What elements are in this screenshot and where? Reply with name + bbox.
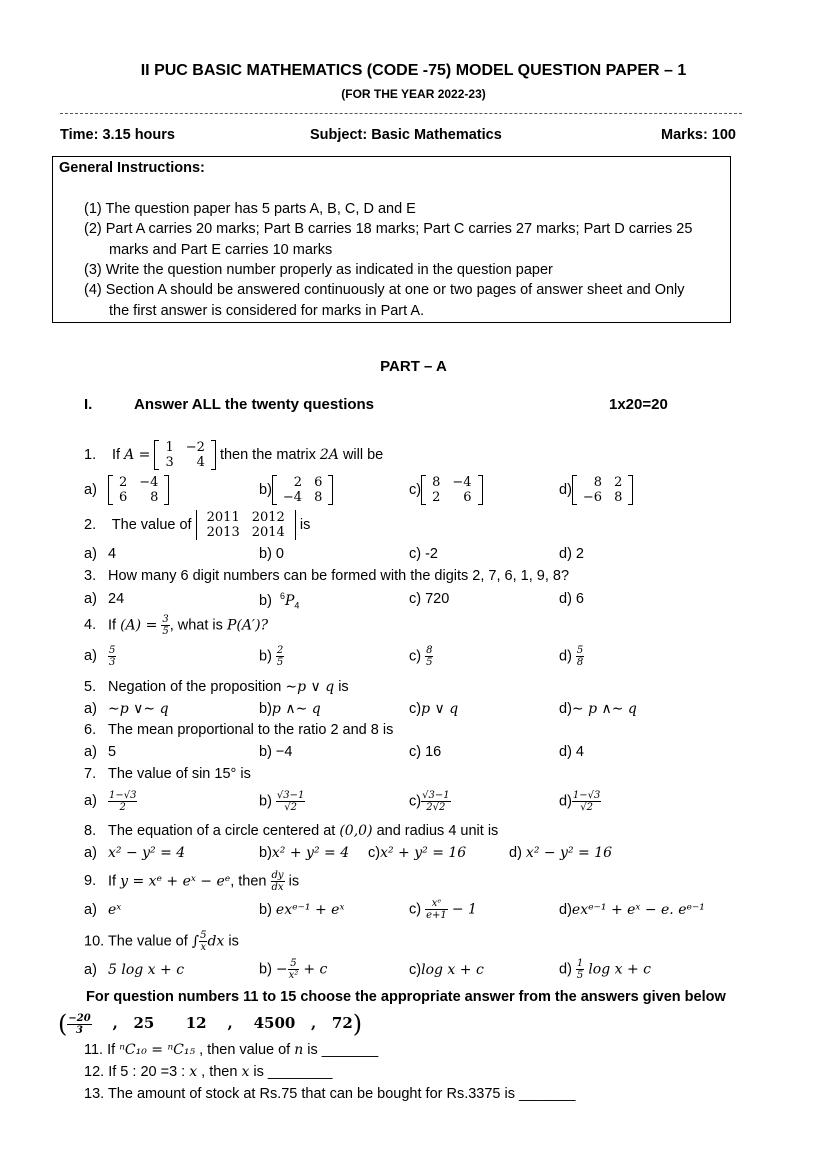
option-a: a) 5 [84, 744, 117, 760]
option-c: c) 720 [409, 591, 450, 607]
option-d: d) $\frac{5}{8}$ [559, 645, 584, 668]
instruction-item [84, 201, 416, 217]
instruction-cont: marks and Part E carries 10 marks [109, 242, 333, 258]
option-d: d) $\frac{1-√3}{√2}$ [559, 790, 601, 813]
instruction-num: (2) [84, 221, 102, 237]
option-b: b) 0 [259, 546, 284, 562]
option-a: a) $\frac{5}{3}$ [84, 645, 116, 668]
option-b: b) $^6P_4$ [259, 591, 300, 611]
question-3: 3. How many 6 digit numbers can be formed with the digits 2, 7, 6, 1, 9, 8? [84, 568, 570, 584]
option-c: c) -2 [409, 546, 438, 562]
answer-choices: ( $\frac{-20}{3}$ , 25 12 , 4500 , 72) [58, 1010, 363, 1038]
question-8: 8. The equation of a circle centered at (0,0) and radius 4 unit is [84, 823, 499, 839]
option-b: b)p ∧∼ q [259, 701, 321, 717]
instruction-num: (4) [84, 282, 102, 298]
question-2 [84, 510, 310, 540]
option-a: a) ∼p ∨∼ q [84, 701, 169, 717]
question-9: 9. If y = xᵉ + eˣ − eᵉ, then $\frac{dy}{dx}$ is [84, 870, 300, 893]
time-label: Time: 3.15 hours [60, 127, 175, 143]
subject-label: Subject: Basic Mathematics [310, 127, 502, 143]
instructions-heading: General Instructions: [59, 160, 205, 176]
option-a: a) x² − y² = 4 [84, 845, 186, 861]
question-6: 6. The mean proportional to the ratio 2 and 8 is [84, 722, 394, 738]
option-a: a) $\frac{1-√3}{2}$ [84, 790, 137, 813]
option-b: b) $\frac{2}{5}$ [259, 645, 284, 668]
section-number: I. [84, 396, 93, 413]
option-c: c) $\frac{8}{5}$ [409, 645, 433, 668]
instruction-item [84, 262, 553, 278]
math-expr: A = [124, 446, 151, 463]
question-text: is [299, 516, 311, 533]
option-c: c)x² + y² = 16 [368, 845, 467, 861]
header-divider [60, 113, 742, 114]
question-7: 7. The value of sin 15° is [84, 766, 251, 782]
question-text: If [112, 446, 121, 463]
question-13: 13. The amount of stock at Rs.75 that can be bought for Rs.3375 is _______ [84, 1086, 576, 1102]
paper-subtitle: (FOR THE YEAR 2022-23) [341, 87, 486, 101]
instruction-cont: the first answer is considered for marks in Part A. [109, 303, 425, 319]
option-c: c) $\frac{\text{xᵉ}}{e+1}$ − 1 [409, 898, 477, 921]
option-d: d) $\frac{1}{5}$ log x + c [559, 958, 652, 981]
marks-label: Marks: 100 [661, 127, 736, 143]
option-c: c)p ∨ q [409, 701, 459, 717]
determinant: 2011 2012 2013 2014 [196, 510, 296, 540]
option-b: b) −4 [259, 744, 293, 760]
instruction-text: Part A carries 20 marks; Part B carries 18 marks; Part C carries 27 marks; Part D carries 25 [105, 221, 693, 237]
option-d: d) 4 [559, 744, 584, 760]
option-a: a) 4 [84, 546, 117, 562]
math-expr: 2A [319, 446, 339, 463]
option-d: d) 2 [559, 546, 584, 562]
option-a: a) eˣ [84, 902, 122, 918]
option-c: c) $\frac{√3-1}{2√2}$ [409, 790, 450, 813]
question-5: 5. Negation of the proposition ∼p ∨ q is [84, 679, 349, 695]
question-text: will be [342, 446, 384, 463]
option-a: a) 5 log x + c [84, 962, 185, 978]
question-1 [84, 440, 383, 470]
option-d: d) 6 [559, 591, 584, 607]
instruction-num: (1) [84, 201, 102, 217]
instruction-item [84, 282, 685, 298]
option-d: d)∼ p ∧∼ q [559, 701, 637, 717]
option-b: b)x² + y² = 4 [259, 845, 350, 861]
instruction-text: Section A should be answered continuously at one or two pages of answer sheet and Only [105, 282, 685, 298]
section-title: Answer ALL the twenty questions [134, 396, 375, 413]
question-12: 12. If 5 : 20 =3 : x , then x is ________ [84, 1064, 333, 1080]
section-marks: 1x20=20 [609, 396, 668, 413]
matrix-A: 1 −2 3 4 [154, 440, 215, 470]
question-text: then the matrix [219, 446, 316, 463]
option-b: b) 2 6 −4 8 [259, 475, 333, 505]
question-10: 10. The value of ∫ $\frac{5}{x}$ dx is [84, 930, 239, 953]
option-d: d) x² − y² = 16 [509, 845, 613, 861]
option-b: b) − $\frac{5}{\text{x²}}$ + c [259, 958, 328, 981]
option-d: d)exᵉ⁻¹ + eˣ − e. eᵉ⁻¹ [559, 902, 705, 918]
question-11: 11. If ⁿC₁₀ = ⁿC₁₅ , then value of n is _______ [84, 1042, 379, 1058]
question-number: 2. [84, 516, 97, 533]
option-d: d) 8 2 −6 8 [559, 475, 633, 505]
question-4: 4. If (A) = $\frac{3}{5}$ , what is P(A′)? [84, 614, 269, 637]
part-title: PART – A [380, 358, 447, 375]
paper-title: II PUC BASIC MATHEMATICS (CODE -75) MODEL QUESTION PAPER – 1 [140, 62, 687, 79]
option-b: b) exᵉ⁻¹ + eˣ [259, 902, 345, 918]
option-c: c) 16 [409, 744, 442, 760]
option-c: c) 8 −4 2 6 [409, 475, 483, 505]
instruction-text: Write the question number properly as indicated in the question paper [105, 262, 553, 278]
fill-instruction: For question numbers 11 to 15 choose the appropriate answer from the answers given below [86, 989, 726, 1005]
option-b: b) $\frac{√3-1}{√2}$ [259, 790, 305, 813]
question-text: The value of [111, 516, 192, 533]
option-c: c)log x + c [409, 962, 484, 978]
option-a: a) 24 [84, 591, 125, 607]
instruction-text: The question paper has 5 parts A, B, C, D and E [105, 201, 416, 217]
question-number: 1. [84, 446, 97, 463]
instruction-num: (3) [84, 262, 102, 278]
option-a: a) 2 −4 6 8 [84, 475, 169, 505]
instruction-item [84, 221, 692, 237]
